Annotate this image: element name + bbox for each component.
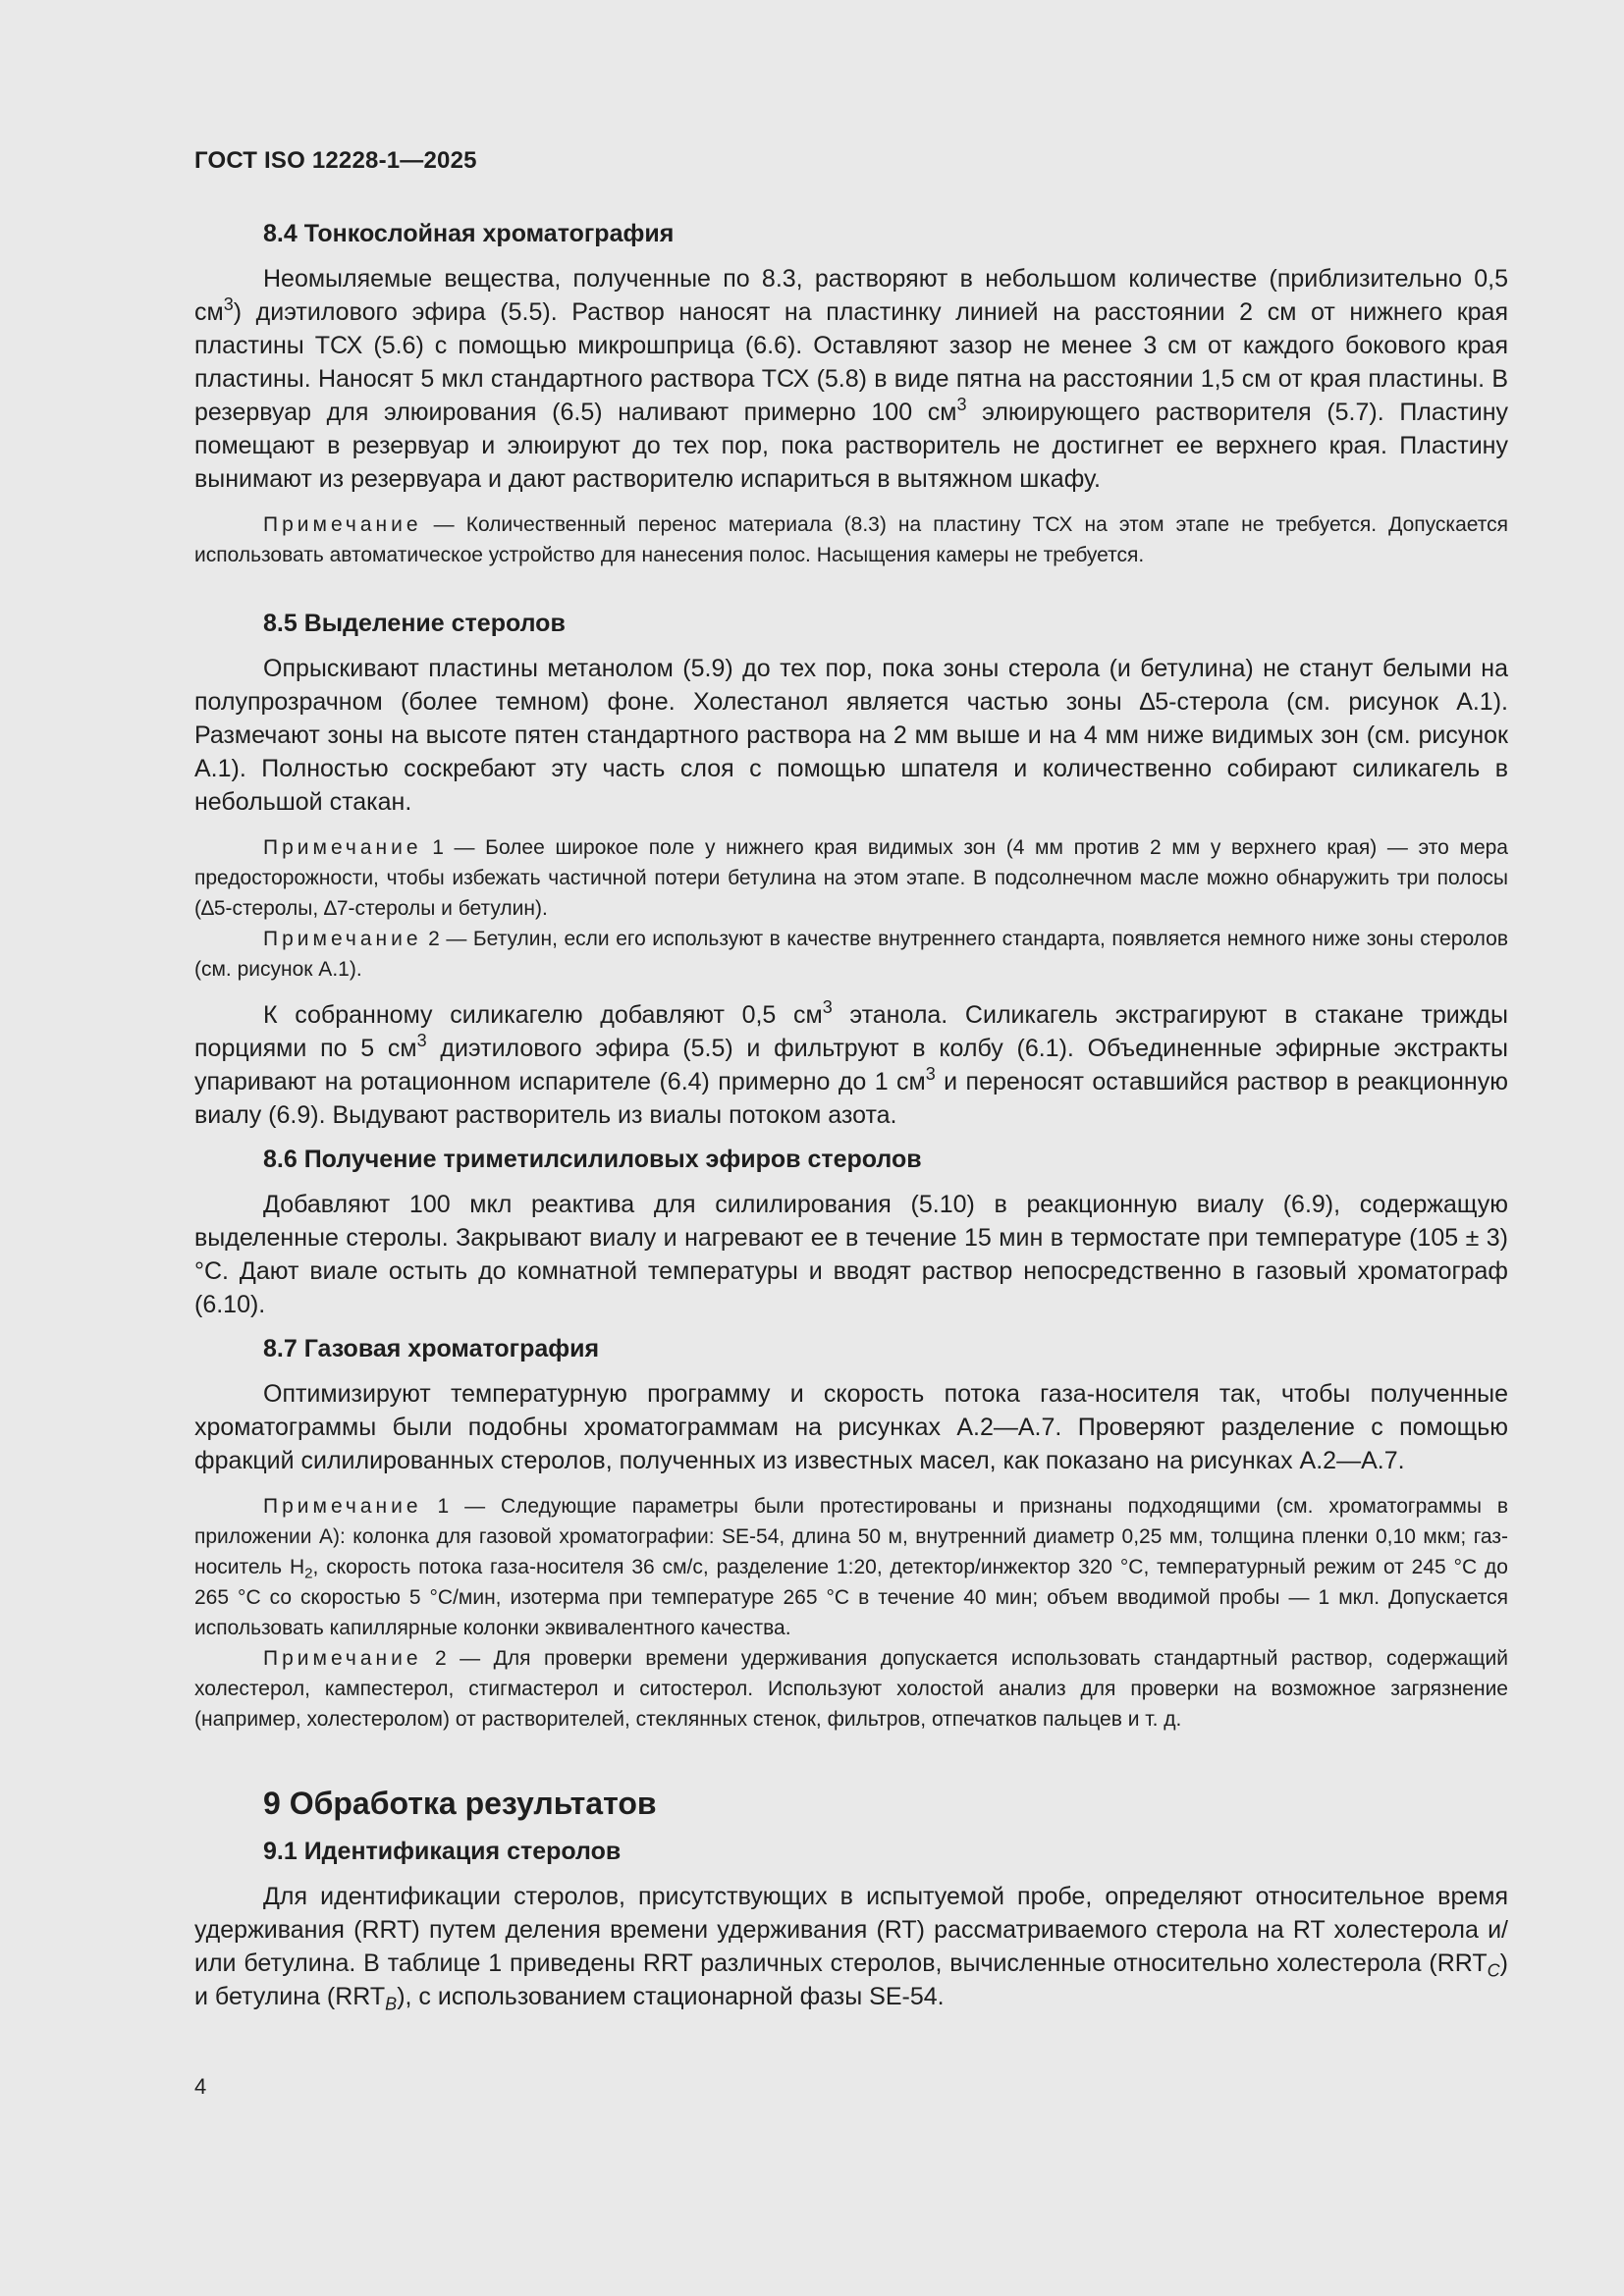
document-header: ГОСТ ISO 12228-1—2025	[194, 147, 477, 174]
page-content	[194, 220, 1508, 2027]
section-9-1-paragraph: Для идентификации стеролов, присутствующих в испытуемой пробе, определяют относительное время удерживания (RRT) путем деления времени удерживания (RT) рассматриваемого стерола на RT холестерола и/или бетулина. В таблице 1 приведены RRT различных стеролов, вычисленные относительно холестерола $(RRT_C)$ и бетулина $(RRT_B)$, с использованием стационарной фазы SE-54.	[194, 1883, 1508, 2014]
note-label: Примечание	[263, 836, 422, 859]
note-label: Примечание	[263, 513, 422, 536]
section-9-title: 9 Обработка результатов	[263, 1786, 657, 1821]
note-label: Примечание	[263, 1495, 422, 1518]
section-8-6-title: 8.6 Получение триметилсилиловых эфиров стеролов	[263, 1146, 922, 1173]
section-8-6-paragraph: Добавляют 100 мкл реактива для силилирования (5.10) в реакционную виалу (6.9), содержащую выделенные стеролы. Закрывают виалу и нагревают ее в течение 15 мин в термостате при температуре (105 ± 3) °С. Дают виале остыть до комнатной температуры и вводят раствор непосредственно в газовый хроматограф (6.10).	[194, 1191, 1508, 1318]
section-9-1-title: 9.1 Идентификация стеролов	[263, 1838, 622, 1865]
section-8-7-note-2: Примечание 2 — Для проверки времени удерживания допускается использовать стандартный раствор, содержащий холестерол, кампестерол, стигмастерол и ситостерол. Используют холостой анализ для проверки на возможное загрязнение (например, холестеролом) от растворителей, стеклянных стенок, фильтров, отпечатков пальцев и т. д.	[194, 1647, 1508, 1731]
section-8-5-paragraph-1: Опрыскивают пластины метанолом (5.9) до тех пор, пока зоны стерола (и бетулина) не станут белыми на полупрозрачном (более темном) фоне. Холестанол является частью зоны ∆5-стерола (см. рисунок А.1). Размечают зоны на высоте пятен стандартного раствора на 2 мм выше и на 4 мм ниже видимых зон (см. рисунок А.1). Полностью соскребают эту часть слоя с помощью шпателя и количественно собирают силикагель в небольшой стакан.	[194, 655, 1508, 816]
section-8-5-note-1: Примечание 1 — Более широкое поле у нижнего края видимых зон (4 мм против 2 мм у верхнего края) — это мера предосторожности, чтобы избежать частичной потери бетулина на этом этапе. В подсолнечном масле можно обнаружить три полосы (∆5-стеролы, ∆7-стеролы и бетулин).	[194, 836, 1508, 920]
section-8-5-title: 8.5 Выделение стеролов	[263, 610, 566, 637]
section-8-5-paragraph-2: К собранному силикагелю добавляют 0,5 $см^3$ этанола. Силикагель экстрагируют в стакане трижды порциями по 5 $см^3$ диэтилового эфира (5.5) и фильтруют в колбу (6.1). Объединенные эфирные экстракты упаривают на ротационном испарителе (6.4) примерно до 1 $см^3$ и переносят оставшийся раствор в реакционную виалу (6.9). Выдувают растворитель из виалы потоком азота.	[194, 997, 1508, 1129]
note-label: Примечание	[263, 928, 422, 950]
section-8-4-title: 8.4 Тонкослойная хроматография	[263, 220, 675, 247]
section-8-4-note: Примечание — Количественный перенос материала (8.3) на пластину ТСХ на этом этапе не требуется. Допускается использовать автоматическое устройство для нанесения полос. Насыщения камеры не требуется.	[194, 513, 1508, 566]
note-label: Примечание	[263, 1647, 422, 1670]
section-8-7-note-1: Примечание 1 — Следующие параметры были протестированы и признаны подходящими (см. хроматограммы в приложении А): колонка для газовой хроматографии: SE-54, длина 50 м, внутренний диаметр 0,25 мм, толщина пленки 0,10 мкм; газ-носитель $H_2$, скорость потока газа-носителя 36 см/с, разделение 1:20, детектор/инжектор 320 °С, температурный режим от 245 °С до 265 °С со скоростью 5 °С/мин, изотерма при температуре 265 °С в течение 40 мин; объем вводимой пробы — 1 мкл. Допускается использовать капиллярные колонки эквивалентного качества.	[194, 1495, 1508, 1639]
section-8-4-paragraph: Неомыляемые вещества, полученные по 8.3, растворяют в небольшом количестве (приблизительно 0,5 $см^3$) диэтилового эфира (5.5). Раствор наносят на пластинку линией на расстоянии 2 см от нижнего края пластины ТСХ (5.6) с помощью микрошприца (6.6). Оставляют зазор не менее 3 см от каждого бокового края пластины. Наносят 5 мкл стандартного раствора ТСХ (5.8) в виде пятна на расстоянии 1,5 см от края пластины. В резервуар для элюирования (6.5) наливают примерно 100 $см^3$ элюирующего растворителя (5.7). Пластину помещают в резервуар и элюируют до тех пор, пока растворитель не достигнет ее верхнего края. Пластину вынимают из резервуара и дают растворителю испариться в вытяжном шкафу.	[194, 265, 1508, 493]
section-8-5-note-2: Примечание 2 — Бетулин, если его используют в качестве внутреннего стандарта, появляется немного ниже зоны стеролов (см. рисунок А.1).	[194, 928, 1508, 981]
section-8-7-paragraph: Оптимизируют температурную программу и скорость потока газа-носителя так, чтобы полученные хроматограммы были подобны хроматограммам на рисунках А.2—А.7. Проверяют разделение с помощью фракций силилированных стеролов, полученных из известных масел, как показано на рисунках А.2—А.7.	[194, 1380, 1508, 1474]
section-8-7-title: 8.7 Газовая хроматография	[263, 1335, 600, 1362]
page-number: 4	[194, 2074, 207, 2099]
